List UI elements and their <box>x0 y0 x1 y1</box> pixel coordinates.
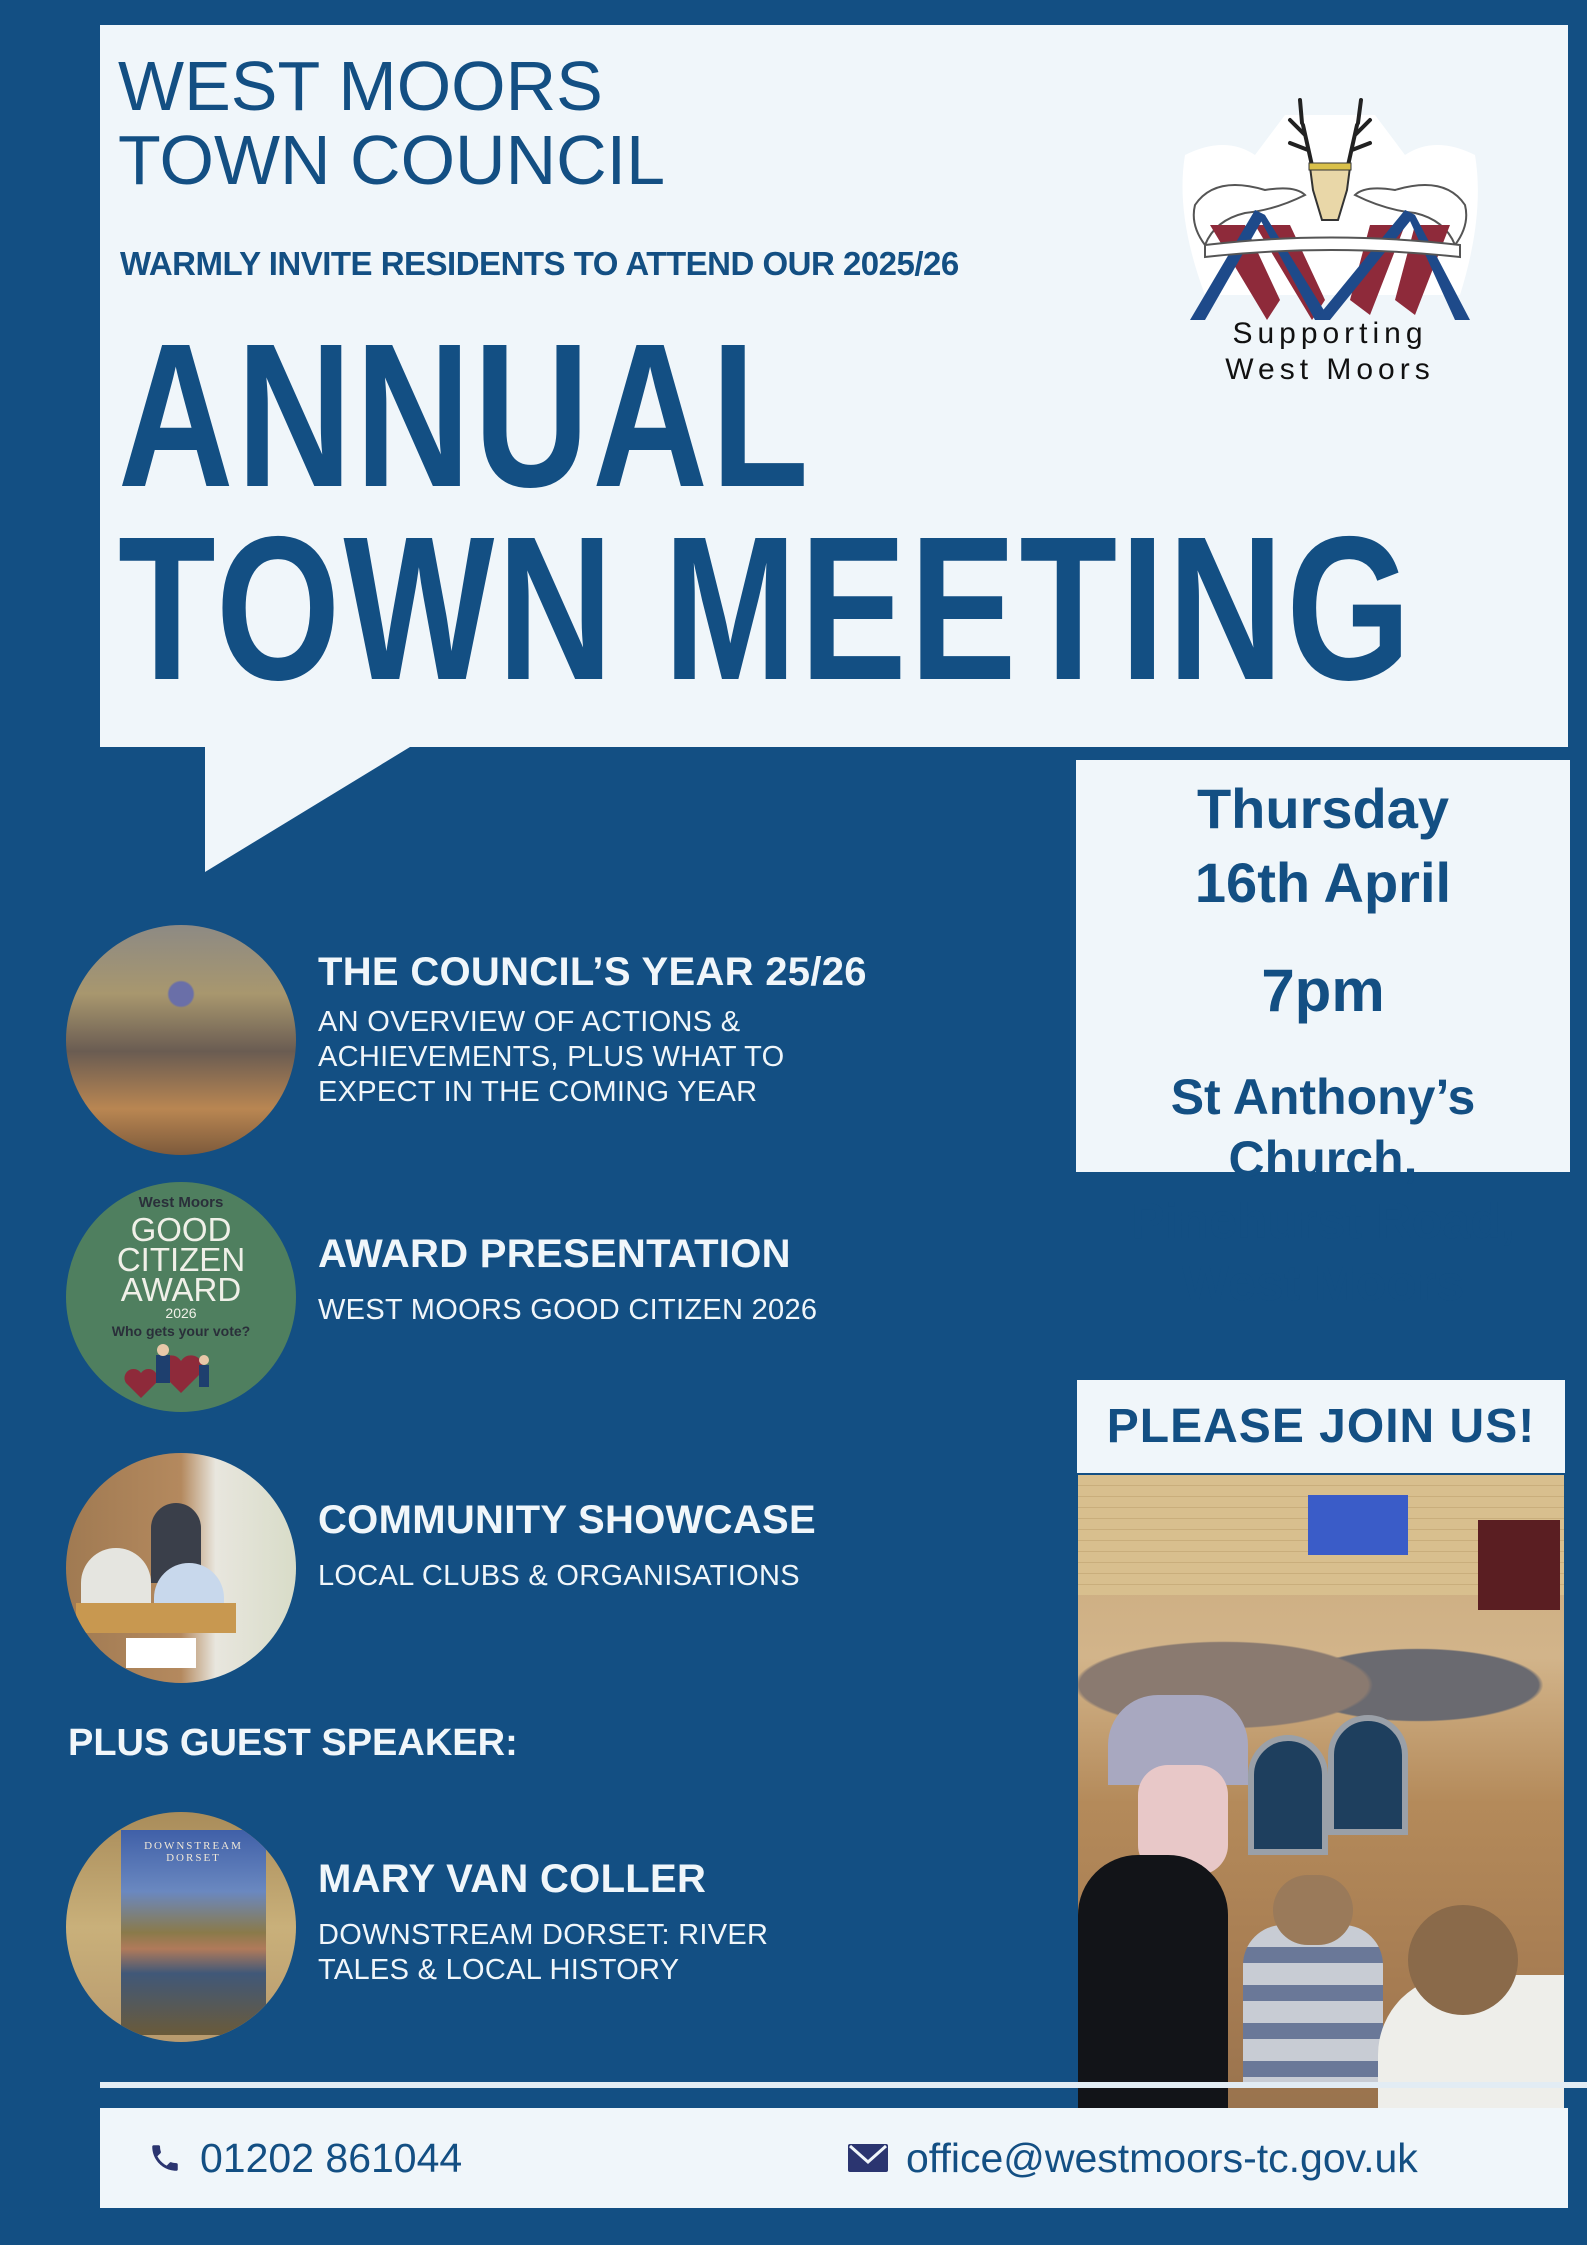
agenda-item-title: COMMUNITY SHOWCASE <box>318 1498 816 1542</box>
event-details <box>1076 760 1570 1311</box>
logo-text-line2: West Moors <box>1225 353 1435 386</box>
envelope-icon <box>848 2142 888 2174</box>
email-contact[interactable] <box>848 2108 1418 2208</box>
guest-speaker <box>66 1812 1066 2052</box>
council-logo <box>1175 95 1485 395</box>
guest-speaker-topic: DOWNSTREAM DORSET: RIVER TALES & LOCAL HISTORY <box>318 1919 769 1986</box>
downstream-dorset-book-photo: DOWNSTREAM DORSET <box>66 1812 296 2042</box>
logo-text-line1: Supporting <box>1232 317 1428 350</box>
audience-meeting-photo <box>1078 1475 1564 2205</box>
guest-speaker-label: PLUS GUEST SPEAKER: <box>68 1722 518 1764</box>
invite-text: WARMLY INVITE RESIDENTS TO ATTEND OUR 2025/26 <box>120 245 959 282</box>
event-day: Thursday <box>1196 777 1450 840</box>
good-citizen-award-badge: West Moors GOOD CITIZEN AWARD 2026 Who gets your vote? <box>66 1182 296 1412</box>
council-meeting-photo <box>66 925 296 1155</box>
phone-contact[interactable] <box>148 2108 462 2208</box>
contact-bar <box>100 2108 1568 2208</box>
agenda-item-title: AWARD PRESENTATION <box>318 1232 791 1276</box>
email-address[interactable]: office@westmoors-tc.gov.uk <box>906 2134 1418 2181</box>
council-name <box>118 47 666 199</box>
phone-number[interactable]: 01202 861044 <box>200 2134 463 2181</box>
title-line1: ANNUAL <box>118 301 812 530</box>
agenda-item-description: WEST MOORS GOOD CITIZEN 2026 <box>318 1294 818 1326</box>
agenda-item-description: LOCAL CLUBS & ORGANISATIONS <box>318 1560 800 1592</box>
heart-handover-icon <box>121 1343 241 1403</box>
event-date: 16th April <box>1194 851 1452 914</box>
agenda-item-award-presentation <box>66 1182 1066 1422</box>
speech-bubble-tail <box>205 747 410 872</box>
please-join-us-banner: PLEASE JOIN US! <box>1077 1380 1565 1473</box>
footer-divider <box>100 2082 1587 2088</box>
event-time: 7pm <box>1261 957 1385 1024</box>
guest-speaker-name: MARY VAN COLLER <box>318 1857 707 1901</box>
agenda-item-councils-year <box>66 925 1066 1165</box>
event-venue: St Anthony’s Church, Pinehurst Road, West Moors <box>1131 1069 1515 1311</box>
council-name-line2: TOWN COUNCIL <box>118 120 666 199</box>
council-name-line1: WEST MOORS <box>118 47 603 125</box>
agenda-item-title: THE COUNCIL’S YEAR 25/26 <box>318 950 867 994</box>
bowls-club-stall-photo <box>66 1453 296 1683</box>
title-line2: TOWN MEETING <box>118 493 1414 723</box>
phone-icon <box>148 2141 182 2175</box>
agenda-item-community-showcase <box>66 1453 1066 1693</box>
agenda-item-description: AN OVERVIEW OF ACTIONS & ACHIEVEMENTS, PLUS WHAT TO EXPECT IN THE COMING YEAR <box>318 1006 785 1108</box>
